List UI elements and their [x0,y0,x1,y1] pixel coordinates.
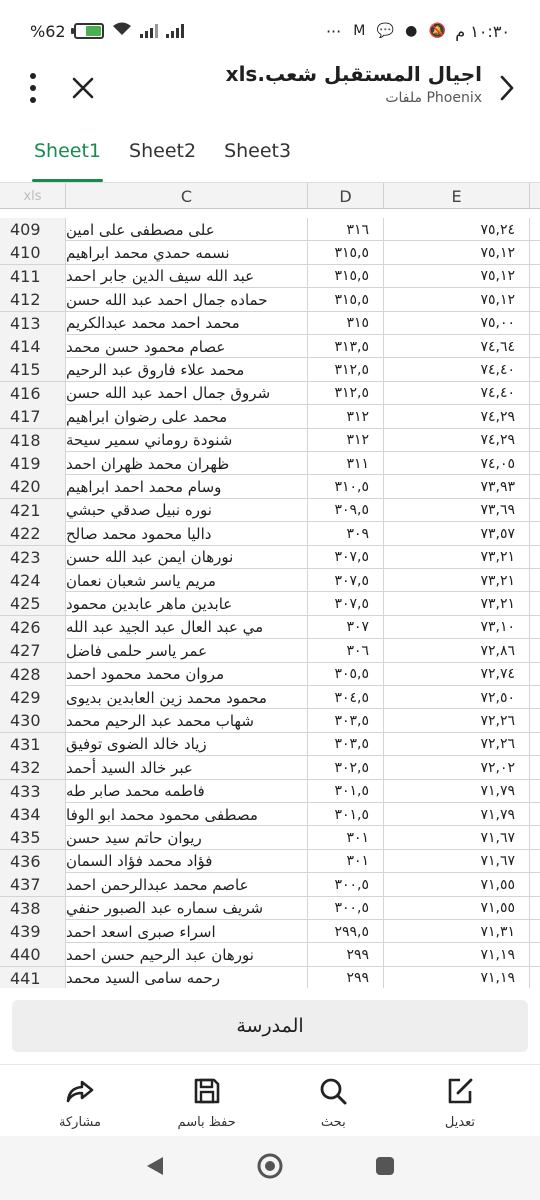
row-number[interactable]: 409 [0,218,66,241]
nav-back-button[interactable] [144,1155,166,1181]
percent-cell[interactable]: ٧٢,٧٤ [384,663,530,686]
name-cell[interactable]: عابدين ماهر عابدين محمود [66,592,308,615]
total-cell[interactable]: ٢٩٩,٥ [308,920,384,943]
name-cell[interactable]: فاطمه محمد صابر طه [66,780,308,803]
empty-cell[interactable] [530,312,540,335]
empty-cell[interactable] [530,475,540,498]
search-button[interactable] [291,1065,375,1136]
table-row [0,288,540,311]
row-number[interactable]: 429 [0,686,66,709]
dot [30,73,36,79]
total-cell[interactable]: ٣٠٧,٥ [308,592,384,615]
messenger-icon: ● [405,23,418,39]
empty-cell[interactable] [530,522,540,545]
table-row [0,826,540,849]
total-cell[interactable]: ٣٠٥,٥ [308,663,384,686]
nav-home-button[interactable] [256,1152,284,1184]
name-cell[interactable]: حماده جمال احمد عبد الله حسن [66,288,308,311]
empty-cell[interactable] [530,546,540,569]
empty-cell[interactable] [530,405,540,428]
edit-label: تعديل [444,1115,476,1130]
signal-icon-2 [166,24,184,38]
table-row [0,312,540,335]
clock: ١٠:٣٠ م [455,21,510,41]
name-cell[interactable]: شروق جمال احمد عبد الله حسن [66,382,308,405]
percent-cell[interactable]: ٧٥,١٢ [384,288,530,311]
row-number[interactable]: 428 [0,663,66,686]
table-row [0,452,540,475]
name-cell[interactable]: عاصم محمد عبدالرحمن احمد [66,873,308,896]
empty-cell[interactable] [530,639,540,662]
total-cell[interactable]: ٣٠١,٥ [308,803,384,826]
name-cell[interactable]: داليا محمود محمد صالح [66,522,308,545]
row-number[interactable]: 419 [0,452,66,475]
table-row [0,967,540,988]
table-row [0,475,540,498]
table-row [0,780,540,803]
percent-cell[interactable]: ٧٥,٢٤ [384,218,530,241]
name-cell[interactable]: مي عبد العال عبد الجيد عبد الله [66,616,308,639]
total-cell[interactable]: ٣٠١ [308,826,384,849]
file-title: اجيال المستقبل شعب.xls [225,62,482,86]
percent-cell[interactable]: ٧٥,١٢ [384,241,530,264]
total-cell[interactable]: ٣١٢ [308,405,384,428]
empty-cell[interactable] [530,780,540,803]
percent-cell[interactable]: ٧٣,٢١ [384,569,530,592]
name-cell[interactable]: محمد على رضوان ابراهيم [66,405,308,428]
home-circle-icon [256,1152,284,1180]
table-row [0,218,540,241]
row-number[interactable]: 425 [0,592,66,615]
total-cell[interactable]: ٣١٦ [308,218,384,241]
percent-cell[interactable]: ٧١,٧٩ [384,780,530,803]
gmail-icon: M [353,23,366,39]
table-row [0,335,540,358]
total-cell[interactable]: ٣٠٣,٥ [308,733,384,756]
table-row [0,663,540,686]
total-cell[interactable]: ٣٠٧ [308,616,384,639]
table-row [0,873,540,896]
empty-cell[interactable] [530,897,540,920]
cell-content-bar[interactable]: المدرسة [12,1000,528,1052]
row-number[interactable]: 434 [0,803,66,826]
total-cell[interactable]: ٣٠٧,٥ [308,546,384,569]
chevron-right-icon [499,75,515,101]
row-number[interactable]: 441 [0,967,66,988]
total-cell[interactable]: ٣٠٦ [308,639,384,662]
name-cell[interactable]: نورهان عبد الرحيم حسن احمد [66,943,308,966]
bottom-action-bar [0,1064,540,1136]
row-number[interactable]: 417 [0,405,66,428]
name-cell[interactable]: فؤاد محمد فؤاد السمان [66,850,308,873]
table-row [0,920,540,943]
percent-cell[interactable]: ٧٣,٢١ [384,592,530,615]
percent-cell[interactable]: ٧١,١٩ [384,967,530,988]
empty-cell[interactable] [530,382,540,405]
table-row [0,382,540,405]
table-row [0,686,540,709]
tab-sheet2[interactable]: Sheet2 [129,140,197,162]
empty-cell[interactable] [530,850,540,873]
table-row [0,733,540,756]
empty-cell[interactable] [530,709,540,732]
battery-percent: %62 [30,21,66,41]
row-number[interactable]: 412 [0,288,66,311]
row-number[interactable]: 411 [0,265,66,288]
empty-cell[interactable] [530,592,540,615]
empty-cell[interactable] [530,265,540,288]
row-number[interactable]: 432 [0,756,66,779]
row-number[interactable]: 410 [0,241,66,264]
nav-recents-button[interactable] [374,1155,396,1181]
close-button[interactable] [66,70,100,106]
total-cell[interactable]: ٣٠٠,٥ [308,873,384,896]
table-row [0,546,540,569]
table-row [0,897,540,920]
row-number[interactable]: 423 [0,546,66,569]
table-row [0,756,540,779]
total-cell[interactable]: ٣٠١,٥ [308,780,384,803]
name-cell[interactable]: ريوان حاتم سيد حسن [66,826,308,849]
system-nav-bar [0,1136,540,1200]
percent-cell[interactable]: ٧١,٧٩ [384,803,530,826]
name-cell[interactable]: شهاب محمد عبد الرحيم محمد [66,709,308,732]
name-cell[interactable]: ظهران محمد ظهران احمد [66,452,308,475]
column-header-d[interactable]: D [308,183,384,209]
mute-icon: 🔕 [428,23,446,39]
total-cell[interactable]: ٣٠٩,٥ [308,499,384,522]
name-cell[interactable]: رحمه سامى السيد محمد [66,967,308,988]
dot [30,97,36,103]
empty-cell[interactable] [530,569,540,592]
row-number[interactable]: 433 [0,780,66,803]
total-cell[interactable]: ٣١٥ [308,312,384,335]
total-cell[interactable]: ٣٠٤,٥ [308,686,384,709]
percent-cell[interactable]: ٧١,٦٧ [384,826,530,849]
row-number[interactable]: 435 [0,826,66,849]
empty-cell[interactable] [530,218,540,241]
row-number[interactable]: 427 [0,639,66,662]
triangle-back-icon [144,1155,166,1177]
percent-cell[interactable]: ٧٣,٦٩ [384,499,530,522]
edit-icon [444,1075,476,1107]
percent-cell[interactable]: ٧٣,٢١ [384,546,530,569]
total-cell[interactable]: ٣١٢,٥ [308,382,384,405]
save-as-button[interactable] [165,1065,249,1136]
total-cell[interactable]: ٣١٢,٥ [308,358,384,381]
signal-icon [140,24,158,38]
table-row [0,616,540,639]
total-cell[interactable]: ٣١٥,٥ [308,265,384,288]
percent-cell[interactable]: ٧٤,٤٠ [384,382,530,405]
empty-cell[interactable] [530,920,540,943]
empty-cell[interactable] [530,241,540,264]
empty-cell[interactable] [530,616,540,639]
search-icon [317,1075,349,1107]
empty-cell[interactable] [530,943,540,966]
percent-cell[interactable]: ٧٢,٢٦ [384,733,530,756]
total-cell[interactable]: ٣٠١ [308,850,384,873]
percent-cell[interactable]: ٧١,١٩ [384,943,530,966]
table-row [0,569,540,592]
empty-cell[interactable] [530,499,540,522]
empty-cell[interactable] [530,452,540,475]
row-number[interactable]: 439 [0,920,66,943]
table-row [0,358,540,381]
total-cell[interactable]: ٣١٠,٥ [308,475,384,498]
empty-cell[interactable] [530,873,540,896]
name-cell[interactable]: مصطفى محمود محمد ابو الوفا [66,803,308,826]
search-label: بحث [320,1115,346,1130]
dot [30,85,36,91]
name-cell[interactable]: عصام محمود حسن محمد [66,335,308,358]
percent-cell[interactable]: ٧١,٥٥ [384,873,530,896]
back-button[interactable] [492,70,522,106]
empty-cell[interactable] [530,686,540,709]
row-number[interactable]: 424 [0,569,66,592]
edit-button[interactable] [418,1065,502,1136]
table-row [0,499,540,522]
file-source: ملفات Phoenix [385,90,482,106]
table-row [0,850,540,873]
name-cell[interactable]: شنودة روماني سمير سيحة [66,429,308,452]
row-number[interactable]: 420 [0,475,66,498]
empty-cell[interactable] [530,826,540,849]
chat-icon: 💬 [376,23,394,39]
status-bar [0,0,540,62]
wifi-icon [112,21,132,41]
more-options-button[interactable] [22,68,44,108]
percent-cell[interactable]: ٧٣,١٠ [384,616,530,639]
empty-cell[interactable] [530,733,540,756]
row-number[interactable]: 415 [0,358,66,381]
total-cell[interactable]: ٣٠٣,٥ [308,709,384,732]
name-cell[interactable]: على مصطفى على امين [66,218,308,241]
name-cell[interactable]: زياد خالد الضوى توفيق [66,733,308,756]
save-icon [191,1075,223,1107]
sheet-tabs [0,120,540,182]
name-cell[interactable]: اسراء صبرى اسعد احمد [66,920,308,943]
percent-cell[interactable]: ٧٢,٠٢ [384,756,530,779]
percent-cell[interactable]: ٧٣,٥٧ [384,522,530,545]
row-number[interactable]: 422 [0,522,66,545]
total-cell[interactable]: ٣١٢ [308,429,384,452]
name-cell[interactable]: نورهان ايمن عبد الله حسن [66,546,308,569]
empty-cell[interactable] [530,429,540,452]
row-number[interactable]: 421 [0,499,66,522]
percent-cell[interactable]: ٧١,٥٥ [384,897,530,920]
tab-sheet3[interactable]: Sheet3 [224,140,292,162]
percent-cell[interactable]: ٧٢,٥٠ [384,686,530,709]
battery-level [86,26,101,36]
row-number[interactable]: 413 [0,312,66,335]
row-number[interactable]: 440 [0,943,66,966]
row-number[interactable]: 418 [0,429,66,452]
share-icon [64,1075,96,1107]
table-row [0,429,540,452]
percent-cell[interactable]: ٧١,٣١ [384,920,530,943]
name-cell[interactable]: مروان محمد محمود احمد [66,663,308,686]
name-cell[interactable]: عمر ياسر حلمى فاضل [66,639,308,662]
percent-cell[interactable]: ٧٥,١٢ [384,265,530,288]
total-cell[interactable]: ٣٠٩ [308,522,384,545]
name-cell[interactable]: عبد الله سيف الدين جابر احمد [66,265,308,288]
total-cell[interactable]: ٣٠٢,٥ [308,756,384,779]
table-row [0,405,540,428]
row-number[interactable]: 430 [0,709,66,732]
title-bar [0,62,540,120]
table-row [0,709,540,732]
empty-cell[interactable] [530,663,540,686]
column-header-c[interactable]: C [66,183,308,209]
name-cell[interactable]: مريم ياسر شعبان نعمان [66,569,308,592]
table-row [0,241,540,264]
row-number[interactable]: 416 [0,382,66,405]
table-row [0,639,540,662]
total-cell[interactable]: ٣١٥,٥ [308,288,384,311]
total-cell[interactable]: ٢٩٩ [308,943,384,966]
battery-icon [74,23,104,39]
corner-cell: xls [0,183,66,209]
total-cell[interactable]: ٣١٥,٥ [308,241,384,264]
name-cell[interactable]: محمد احمد محمد عبدالكريم [66,312,308,335]
total-cell[interactable]: ٣١٣,٥ [308,335,384,358]
name-cell[interactable]: نوره نبيل صدقي حبشي [66,499,308,522]
total-cell[interactable]: ٣٠٠,٥ [308,897,384,920]
empty-cell[interactable] [530,358,540,381]
percent-cell[interactable]: ٧٣,٩٣ [384,475,530,498]
column-header-row [0,183,540,209]
empty-cell[interactable] [530,335,540,358]
table-row [0,522,540,545]
empty-cell[interactable] [530,967,540,988]
row-number[interactable]: 438 [0,897,66,920]
table-row [0,265,540,288]
name-cell[interactable]: نسمه حمدي محمد ابراهيم [66,241,308,264]
percent-cell[interactable]: ٧٤,٦٤ [384,335,530,358]
name-cell[interactable]: محمد علاء فاروق عبد الرحيم [66,358,308,381]
percent-cell[interactable]: ٧٤,٢٩ [384,405,530,428]
square-recents-icon [374,1155,396,1177]
name-cell[interactable]: وسام محمد احمد ابراهيم [66,475,308,498]
total-cell[interactable]: ٣١١ [308,452,384,475]
more-notifications-icon: ··· [325,21,342,41]
row-number[interactable]: 437 [0,873,66,896]
table-row [0,592,540,615]
empty-cell[interactable] [530,288,540,311]
status-bar-right [326,22,510,41]
percent-cell[interactable]: ٧١,٦٧ [384,850,530,873]
spreadsheet-grid[interactable] [0,182,540,988]
close-icon [72,77,94,99]
percent-cell[interactable]: ٧٥,٠٠ [384,312,530,335]
percent-cell[interactable]: ٧٤,٠٥ [384,452,530,475]
percent-cell[interactable]: ٧٤,٤٠ [384,358,530,381]
empty-cell[interactable] [530,803,540,826]
percent-cell[interactable]: ٧٤,٢٩ [384,429,530,452]
table-row [0,803,540,826]
row-number[interactable]: 431 [0,733,66,756]
save-as-label: حفظ باسم [177,1115,236,1130]
name-cell[interactable]: شريف سماره عبد الصبور حنفي [66,897,308,920]
name-cell[interactable]: عبر خالد السيد أحمد [66,756,308,779]
column-header-e[interactable]: E [384,183,530,209]
tab-sheet1[interactable]: Sheet1 [34,120,101,182]
empty-cell[interactable] [530,756,540,779]
row-number[interactable]: 436 [0,850,66,873]
percent-cell[interactable]: ٧٢,٨٦ [384,639,530,662]
table-row [0,943,540,966]
name-cell[interactable]: محمود محمد زين العابدين بديوى [66,686,308,709]
total-cell[interactable]: ٢٩٩ [308,967,384,988]
share-label: مشاركة [59,1115,101,1130]
status-bar-left [30,21,184,41]
share-button[interactable] [38,1065,122,1136]
total-cell[interactable]: ٣٠٧,٥ [308,569,384,592]
row-number[interactable]: 426 [0,616,66,639]
row-number[interactable]: 414 [0,335,66,358]
percent-cell[interactable]: ٧٢,٢٦ [384,709,530,732]
